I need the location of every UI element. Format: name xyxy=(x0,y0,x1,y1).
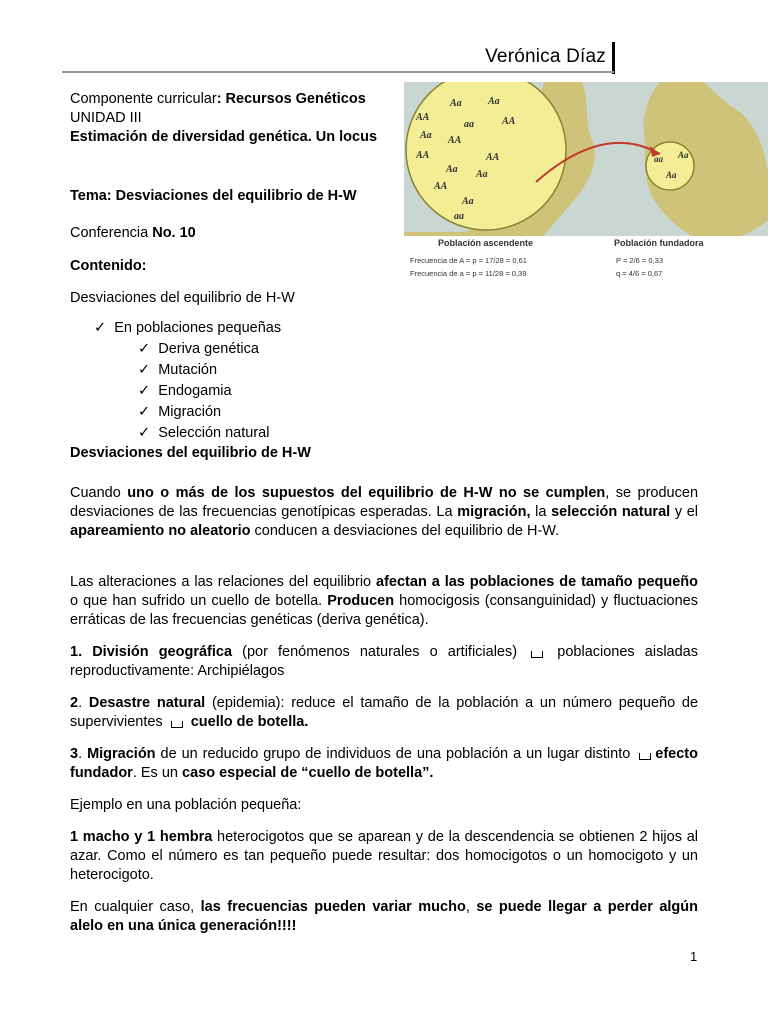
conferencia-prefix: Conferencia xyxy=(70,225,153,241)
contenido-line xyxy=(70,257,147,276)
paragraph-7 xyxy=(70,828,698,885)
outline-level2-item xyxy=(138,403,221,422)
genotype-label: Aa xyxy=(462,196,474,207)
P-label: P = 2/6 = 0,33 xyxy=(616,256,663,265)
check-icon: ✓ xyxy=(94,320,107,336)
check-icon: ✓ xyxy=(138,341,151,357)
estimacion-title xyxy=(70,128,390,147)
p4-bold: cuello de botella. xyxy=(186,714,309,730)
header-author: Verónica Díaz xyxy=(485,46,606,67)
section-title xyxy=(70,444,311,463)
paragraph-8 xyxy=(70,898,698,936)
genotype-label: AA xyxy=(416,112,430,123)
outline-level2-label: Migración xyxy=(158,404,222,420)
outline-level2-label: Deriva genética xyxy=(158,341,259,357)
p8-bold: se puede llegar a perder algún alelo en una única generación!!!! xyxy=(70,899,699,934)
p1-text: , se producen desviaciones de las frecuencias genotípicas esperadas. La xyxy=(70,485,699,520)
componente-prefix: Componente curricular xyxy=(70,91,217,107)
check-icon: ✓ xyxy=(138,383,151,399)
genotype-label: Aa xyxy=(678,150,689,160)
p1-text: la xyxy=(530,504,552,520)
paragraph-3 xyxy=(70,643,698,681)
arrow-icon xyxy=(639,753,651,760)
arrow-icon xyxy=(531,651,543,658)
p1-bold: uno o más de los supuestos del equilibrio de H-W no se cumplen xyxy=(127,485,606,501)
componente-line xyxy=(70,90,366,109)
genotype-label: Aa xyxy=(420,130,432,141)
estimacion-text: Estimación de diversidad genética. Un locus xyxy=(70,129,378,145)
p8-text: , xyxy=(465,899,477,915)
paragraph-5 xyxy=(70,745,698,783)
genotype-label: Aa xyxy=(450,98,462,109)
p5-bold: Migración xyxy=(87,746,156,762)
genotype-label: AA xyxy=(486,152,500,163)
p1-bold: migración, xyxy=(457,504,531,520)
p3-text: (por fenómenos naturales o artificiales) xyxy=(232,644,528,660)
p1-text: y el xyxy=(670,504,699,520)
outline-level1-item xyxy=(94,319,281,338)
outline-level2-label: Mutación xyxy=(158,362,218,378)
outline-level2-item xyxy=(138,424,269,443)
section-title-text: Desviaciones del equilibrio de H-W xyxy=(70,445,311,461)
genotype-label: AA xyxy=(502,116,516,127)
genotype-label: AA xyxy=(434,181,448,192)
genotype-label: Aa xyxy=(476,169,488,180)
p5-text: . Es un xyxy=(132,765,182,781)
contenido-text: Contenido: xyxy=(70,258,147,274)
p7-text: heterocigotos que se aparean y de la descendencia se obtienen 2 hijos al azar. Como el número es tan pequeño puede resultar: dos homocigotos o un homocigoto y un heterocigoto. xyxy=(70,829,698,883)
p3-text: poblaciones aisladas reproductivamente: Archipiélagos xyxy=(70,644,698,679)
p5-bold: efecto fundador xyxy=(70,746,698,781)
p8-text: En cualquier caso, xyxy=(70,899,201,915)
check-icon: ✓ xyxy=(138,404,151,420)
desviaciones-line: Desviaciones del equilibrio de H-W xyxy=(70,290,295,306)
p1-text: Cuando xyxy=(70,485,128,501)
genotype-label: aa xyxy=(454,211,464,222)
outline-level1-label: En poblaciones pequeñas xyxy=(114,320,282,336)
p1-bold: selección natural xyxy=(551,504,671,520)
check-icon: ✓ xyxy=(138,425,151,441)
q-label: q = 4/6 = 0,67 xyxy=(616,269,663,278)
header-rule xyxy=(62,71,614,73)
outline-level2-item xyxy=(138,382,232,401)
freq-A-label: Frecuencia de A = p = 17/28 = 0,61 xyxy=(410,256,527,265)
p1-bold: apareamiento no aleatorio xyxy=(70,523,251,539)
outline-level2-label: Selección natural xyxy=(158,425,270,441)
check-icon: ✓ xyxy=(138,362,151,378)
paragraph-2 xyxy=(70,573,698,630)
label-founder-population: Población fundadora xyxy=(614,238,704,248)
header-bar xyxy=(612,42,615,74)
genotype-label: aa xyxy=(654,154,663,164)
conferencia-value: No. 10 xyxy=(152,225,196,241)
genotype-label: AA xyxy=(416,150,430,161)
tema-line xyxy=(70,187,357,206)
p5-text: de un reducido grupo de individuos de una población a un lugar distinto xyxy=(155,746,636,762)
page-number: 1 xyxy=(690,949,698,964)
label-source-population: Población ascendente xyxy=(438,238,534,248)
p5-text: . xyxy=(78,746,88,762)
p5-bold: caso especial de “cuello de botella”. xyxy=(182,765,434,781)
p4-text: (epidemia): reduce el tamaño de la población a un número pequeño de supervivientes xyxy=(70,695,699,730)
p3-bold: 1. División geográfica xyxy=(70,644,233,660)
outline-level2-item xyxy=(138,361,217,380)
p5-bold: 3 xyxy=(70,746,79,762)
p1-text: conducen a desviaciones del equilibrio de H-W. xyxy=(250,523,560,539)
unidad-line: UNIDAD III xyxy=(70,110,142,126)
genotype-label: Aa xyxy=(488,96,500,107)
conferencia-line xyxy=(70,224,196,243)
arrow-icon xyxy=(171,721,183,728)
founder-effect-figure xyxy=(404,82,768,282)
p2-text: o que han sufrido un cuello de botella. xyxy=(70,593,328,609)
p2-bold: Producen xyxy=(327,593,395,609)
genotype-label: aa xyxy=(464,119,474,130)
genotype-label: AA xyxy=(448,135,462,146)
genotype-label: Aa xyxy=(666,170,677,180)
paragraph-4 xyxy=(70,694,698,732)
p4-text: . xyxy=(78,695,89,711)
p4-bold: Desastre natural xyxy=(88,695,206,711)
freq-a-label: Frecuencia de a = p = 11/28 = 0,39 xyxy=(410,269,527,278)
p2-bold: afectan a las poblaciones de tamaño pequeño xyxy=(376,574,698,590)
outline-level2-label: Endogamia xyxy=(158,383,232,399)
paragraph-1 xyxy=(70,484,698,541)
p4-bold: 2 xyxy=(70,695,79,711)
p2-text: homocigosis (consanguinidad) y fluctuaciones erráticas de las frecuencias genéticas (deriva genética). xyxy=(70,593,698,628)
p8-bold: las frecuencias pueden variar mucho xyxy=(200,899,466,915)
p7-bold: 1 macho y 1 hembra xyxy=(70,829,213,845)
outline-level2-item xyxy=(138,340,259,359)
paragraph-6: Ejemplo en una población pequeña: xyxy=(70,797,302,813)
genotype-label: Aa xyxy=(446,164,458,175)
tema-text: Tema: Desviaciones del equilibrio de H-W xyxy=(70,188,357,204)
componente-value: : Recursos Genéticos xyxy=(216,91,366,107)
p2-text: Las alteraciones a las relaciones del equilibrio xyxy=(70,574,377,590)
